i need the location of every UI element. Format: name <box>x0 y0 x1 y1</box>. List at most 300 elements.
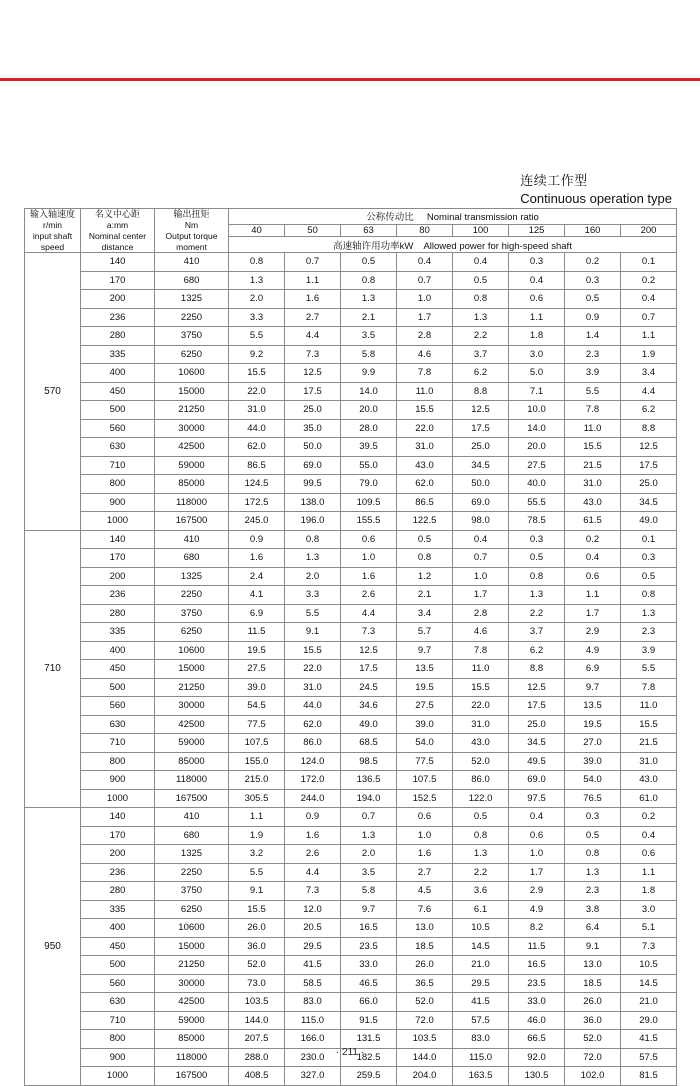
power-value-cell: 0.2 <box>565 253 621 272</box>
center-distance-cell: 500 <box>81 956 155 975</box>
center-distance-cell: 800 <box>81 475 155 494</box>
power-value-cell: 0.4 <box>453 530 509 549</box>
power-value-cell: 33.0 <box>341 956 397 975</box>
table-row <box>25 660 677 679</box>
power-value-cell: 1.1 <box>285 271 341 290</box>
power-value-cell: 0.3 <box>509 530 565 549</box>
table-row <box>25 697 677 716</box>
power-value-cell: 21.0 <box>621 993 677 1012</box>
output-torque-cell: 680 <box>155 826 229 845</box>
table-row <box>25 401 677 420</box>
top-red-rule <box>0 78 700 81</box>
table-row <box>25 475 677 494</box>
power-value-cell: 152.5 <box>397 789 453 808</box>
power-value-cell: 72.0 <box>397 1011 453 1030</box>
power-value-cell: 1.6 <box>341 567 397 586</box>
power-value-cell: 20.5 <box>285 919 341 938</box>
center-distance-cell: 236 <box>81 308 155 327</box>
power-value-cell: 327.0 <box>285 1067 341 1086</box>
power-value-cell: 11.5 <box>229 623 285 642</box>
center-distance-cell: 200 <box>81 567 155 586</box>
power-value-cell: 0.5 <box>565 290 621 309</box>
power-value-cell: 21.5 <box>565 456 621 475</box>
power-value-cell: 0.9 <box>285 808 341 827</box>
header-input-shaft-speed <box>25 209 81 253</box>
power-value-cell: 2.0 <box>341 845 397 864</box>
center-distance-cell: 170 <box>81 271 155 290</box>
power-value-cell: 0.8 <box>285 530 341 549</box>
power-value-cell: 86.0 <box>453 771 509 790</box>
power-value-cell: 18.5 <box>397 937 453 956</box>
power-value-cell: 2.7 <box>397 863 453 882</box>
power-value-cell: 3.6 <box>453 882 509 901</box>
power-value-cell: 0.3 <box>621 549 677 568</box>
output-torque-cell: 15000 <box>155 382 229 401</box>
power-value-cell: 13.5 <box>397 660 453 679</box>
ratio-col-63: 63 <box>341 224 397 237</box>
power-value-cell: 7.8 <box>397 364 453 383</box>
power-value-cell: 7.8 <box>621 678 677 697</box>
power-value-cell: 26.0 <box>397 956 453 975</box>
power-value-cell: 1.1 <box>621 863 677 882</box>
power-value-cell: 43.0 <box>621 771 677 790</box>
power-value-cell: 3.2 <box>229 845 285 864</box>
power-value-cell: 0.8 <box>565 845 621 864</box>
power-value-cell: 1.0 <box>341 549 397 568</box>
power-value-cell: 3.4 <box>397 604 453 623</box>
power-value-cell: 1.7 <box>565 604 621 623</box>
power-value-cell: 0.7 <box>621 308 677 327</box>
power-value-cell: 2.9 <box>565 623 621 642</box>
center-distance-cell: 170 <box>81 826 155 845</box>
power-value-cell: 102.0 <box>565 1067 621 1086</box>
power-value-cell: 182.5 <box>341 1048 397 1067</box>
input-speed-cell: 570 <box>25 253 81 531</box>
power-value-cell: 34.5 <box>621 493 677 512</box>
power-value-cell: 0.2 <box>565 530 621 549</box>
table-row <box>25 604 677 623</box>
power-value-cell: 17.5 <box>453 419 509 438</box>
power-value-cell: 7.1 <box>509 382 565 401</box>
center-distance-cell: 1000 <box>81 512 155 531</box>
output-torque-cell: 167500 <box>155 789 229 808</box>
power-value-cell: 4.4 <box>285 327 341 346</box>
power-value-cell: 3.9 <box>621 641 677 660</box>
power-value-cell: 43.0 <box>565 493 621 512</box>
power-value-cell: 1.0 <box>397 290 453 309</box>
power-value-cell: 6.2 <box>453 364 509 383</box>
power-value-cell: 2.4 <box>229 567 285 586</box>
power-value-cell: 172.5 <box>229 493 285 512</box>
center-distance-cell: 800 <box>81 1030 155 1049</box>
power-value-cell: 408.5 <box>229 1067 285 1086</box>
power-value-cell: 73.0 <box>229 974 285 993</box>
ratio-col-50: 50 <box>285 224 341 237</box>
ratio-col-125: 125 <box>509 224 565 237</box>
power-value-cell: 9.1 <box>565 937 621 956</box>
power-value-cell: 0.9 <box>565 308 621 327</box>
power-value-cell: 50.0 <box>285 438 341 457</box>
power-value-cell: 79.0 <box>341 475 397 494</box>
header-row-1 <box>25 209 677 225</box>
power-value-cell: 12.5 <box>285 364 341 383</box>
power-value-cell: 15.5 <box>621 715 677 734</box>
table-row <box>25 919 677 938</box>
output-torque-cell: 6250 <box>155 345 229 364</box>
power-value-cell: 31.0 <box>285 678 341 697</box>
power-value-cell: 3.0 <box>509 345 565 364</box>
power-value-cell: 25.0 <box>509 715 565 734</box>
power-value-cell: 4.1 <box>229 586 285 605</box>
center-distance-cell: 900 <box>81 771 155 790</box>
power-value-cell: 0.8 <box>453 290 509 309</box>
power-value-cell: 11.0 <box>621 697 677 716</box>
output-torque-cell: 2250 <box>155 308 229 327</box>
section-title-cn: 连续工作型 <box>520 173 588 188</box>
power-value-cell: 12.0 <box>285 900 341 919</box>
header-power-en: Allowed power for high-speed shaft <box>423 240 572 252</box>
power-value-cell: 17.5 <box>509 697 565 716</box>
center-distance-cell: 236 <box>81 586 155 605</box>
center-distance-cell: 450 <box>81 660 155 679</box>
table-row <box>25 882 677 901</box>
power-value-cell: 72.0 <box>565 1048 621 1067</box>
center-distance-cell: 335 <box>81 623 155 642</box>
power-value-cell: 4.9 <box>509 900 565 919</box>
power-value-cell: 3.8 <box>565 900 621 919</box>
table-row <box>25 1011 677 1030</box>
power-value-cell: 3.4 <box>621 364 677 383</box>
output-torque-cell: 30000 <box>155 419 229 438</box>
power-value-cell: 69.0 <box>509 771 565 790</box>
power-value-cell: 49.0 <box>341 715 397 734</box>
power-value-cell: 7.8 <box>453 641 509 660</box>
power-value-cell: 0.8 <box>453 826 509 845</box>
power-value-cell: 4.4 <box>621 382 677 401</box>
center-distance-cell: 800 <box>81 752 155 771</box>
power-value-cell: 14.0 <box>509 419 565 438</box>
power-value-cell: 22.0 <box>285 660 341 679</box>
power-value-cell: 6.9 <box>229 604 285 623</box>
power-value-cell: 27.5 <box>229 660 285 679</box>
center-distance-cell: 560 <box>81 419 155 438</box>
table-row <box>25 623 677 642</box>
power-value-cell: 115.0 <box>453 1048 509 1067</box>
power-value-cell: 1.4 <box>565 327 621 346</box>
power-value-cell: 62.0 <box>229 438 285 457</box>
table-row <box>25 974 677 993</box>
power-value-cell: 34.5 <box>509 734 565 753</box>
power-value-cell: 9.1 <box>285 623 341 642</box>
power-value-cell: 0.7 <box>285 253 341 272</box>
power-value-cell: 115.0 <box>285 1011 341 1030</box>
table-row <box>25 900 677 919</box>
power-value-cell: 15.5 <box>229 364 285 383</box>
table-row <box>25 863 677 882</box>
power-value-cell: 5.7 <box>397 623 453 642</box>
power-value-cell: 1.6 <box>285 290 341 309</box>
header-center-distance-unit: a:mm <box>106 220 129 231</box>
header-output-torque-unit: Nm <box>184 220 199 231</box>
center-distance-cell: 630 <box>81 993 155 1012</box>
output-torque-cell: 30000 <box>155 974 229 993</box>
center-distance-cell: 140 <box>81 253 155 272</box>
power-value-cell: 31.0 <box>565 475 621 494</box>
output-torque-cell: 680 <box>155 549 229 568</box>
power-value-cell: 13.5 <box>565 697 621 716</box>
power-value-cell: 0.8 <box>341 271 397 290</box>
table-row <box>25 1030 677 1049</box>
power-value-cell: 207.5 <box>229 1030 285 1049</box>
output-torque-cell: 59000 <box>155 456 229 475</box>
power-value-cell: 52.0 <box>453 752 509 771</box>
ratio-col-160: 160 <box>565 224 621 237</box>
power-value-cell: 52.0 <box>229 956 285 975</box>
center-distance-cell: 900 <box>81 1048 155 1067</box>
table-row <box>25 641 677 660</box>
power-value-cell: 144.0 <box>397 1048 453 1067</box>
power-value-cell: 2.1 <box>397 586 453 605</box>
power-value-cell: 0.4 <box>621 290 677 309</box>
power-value-cell: 3.9 <box>565 364 621 383</box>
power-value-cell: 52.0 <box>565 1030 621 1049</box>
power-value-cell: 1.2 <box>397 567 453 586</box>
power-value-cell: 0.6 <box>509 826 565 845</box>
power-value-cell: 26.0 <box>229 919 285 938</box>
power-value-cell: 13.0 <box>565 956 621 975</box>
power-value-cell: 107.5 <box>229 734 285 753</box>
power-value-cell: 245.0 <box>229 512 285 531</box>
power-value-cell: 62.0 <box>285 715 341 734</box>
power-value-cell: 99.5 <box>285 475 341 494</box>
power-value-cell: 2.2 <box>453 327 509 346</box>
power-value-cell: 86.5 <box>229 456 285 475</box>
table-body <box>25 253 677 1086</box>
power-value-cell: 29.5 <box>453 974 509 993</box>
power-value-cell: 2.7 <box>285 308 341 327</box>
power-value-cell: 77.5 <box>229 715 285 734</box>
power-value-cell: 0.3 <box>565 808 621 827</box>
power-value-cell: 9.7 <box>341 900 397 919</box>
power-value-cell: 19.5 <box>565 715 621 734</box>
power-value-cell: 54.5 <box>229 697 285 716</box>
power-value-cell: 27.5 <box>509 456 565 475</box>
power-value-cell: 97.5 <box>509 789 565 808</box>
power-value-cell: 124.5 <box>229 475 285 494</box>
power-value-cell: 39.0 <box>565 752 621 771</box>
power-value-cell: 12.5 <box>509 678 565 697</box>
power-value-cell: 57.5 <box>453 1011 509 1030</box>
power-value-cell: 0.5 <box>621 567 677 586</box>
power-value-cell: 25.0 <box>285 401 341 420</box>
power-value-cell: 28.0 <box>341 419 397 438</box>
power-value-cell: 1.3 <box>453 308 509 327</box>
header-transmission-ratio <box>229 209 677 225</box>
power-value-cell: 10.5 <box>453 919 509 938</box>
power-value-cell: 1.3 <box>621 604 677 623</box>
center-distance-cell: 400 <box>81 364 155 383</box>
power-value-cell: 15.5 <box>229 900 285 919</box>
power-value-cell: 68.5 <box>341 734 397 753</box>
power-value-cell: 0.7 <box>453 549 509 568</box>
power-value-cell: 1.7 <box>397 308 453 327</box>
header-allowed-power <box>229 237 677 253</box>
power-value-cell: 27.5 <box>397 697 453 716</box>
power-value-cell: 4.5 <box>397 882 453 901</box>
power-value-cell: 0.5 <box>341 253 397 272</box>
output-torque-cell: 680 <box>155 271 229 290</box>
power-value-cell: 11.0 <box>565 419 621 438</box>
power-value-cell: 34.6 <box>341 697 397 716</box>
power-value-cell: 15.5 <box>397 401 453 420</box>
power-value-cell: 0.4 <box>453 253 509 272</box>
header-nominal-center-distance <box>81 209 155 253</box>
power-value-cell: 166.0 <box>285 1030 341 1049</box>
table-row <box>25 734 677 753</box>
center-distance-cell: 400 <box>81 919 155 938</box>
table-row <box>25 771 677 790</box>
header-input-shaft-speed-cn: 输入轴速度 <box>29 209 75 219</box>
center-distance-cell: 1000 <box>81 1067 155 1086</box>
power-value-cell: 27.0 <box>565 734 621 753</box>
table-row <box>25 937 677 956</box>
power-value-cell: 7.8 <box>565 401 621 420</box>
power-value-cell: 39.0 <box>397 715 453 734</box>
power-value-cell: 6.2 <box>621 401 677 420</box>
power-value-cell: 2.0 <box>285 567 341 586</box>
table-head <box>25 209 677 253</box>
output-torque-cell: 2250 <box>155 586 229 605</box>
center-distance-cell: 500 <box>81 678 155 697</box>
power-value-cell: 196.0 <box>285 512 341 531</box>
output-torque-cell: 85000 <box>155 1030 229 1049</box>
output-torque-cell: 410 <box>155 253 229 272</box>
power-value-cell: 8.8 <box>621 419 677 438</box>
power-value-cell: 12.5 <box>341 641 397 660</box>
power-value-cell: 0.1 <box>621 530 677 549</box>
power-value-cell: 41.5 <box>285 956 341 975</box>
power-value-cell: 124.0 <box>285 752 341 771</box>
output-torque-cell: 118000 <box>155 771 229 790</box>
power-value-cell: 215.0 <box>229 771 285 790</box>
power-value-cell: 5.0 <box>509 364 565 383</box>
output-torque-cell: 21250 <box>155 678 229 697</box>
output-torque-cell: 2250 <box>155 863 229 882</box>
power-value-cell: 55.5 <box>509 493 565 512</box>
table-row <box>25 419 677 438</box>
power-value-cell: 43.0 <box>453 734 509 753</box>
power-value-cell: 0.6 <box>621 845 677 864</box>
center-distance-cell: 630 <box>81 438 155 457</box>
power-value-cell: 172.0 <box>285 771 341 790</box>
power-value-cell: 8.8 <box>509 660 565 679</box>
power-value-cell: 1.9 <box>229 826 285 845</box>
table-row <box>25 308 677 327</box>
power-value-cell: 2.6 <box>341 586 397 605</box>
power-value-cell: 0.8 <box>397 549 453 568</box>
header-output-torque <box>155 209 229 253</box>
power-value-cell: 244.0 <box>285 789 341 808</box>
power-value-cell: 144.0 <box>229 1011 285 1030</box>
power-value-cell: 61.5 <box>565 512 621 531</box>
power-value-cell: 98.0 <box>453 512 509 531</box>
center-distance-cell: 335 <box>81 345 155 364</box>
power-value-cell: 3.5 <box>341 863 397 882</box>
power-value-cell: 0.4 <box>397 253 453 272</box>
power-value-cell: 49.0 <box>621 512 677 531</box>
table-row <box>25 456 677 475</box>
output-torque-cell: 118000 <box>155 1048 229 1067</box>
power-value-cell: 41.5 <box>621 1030 677 1049</box>
table-row <box>25 382 677 401</box>
power-value-cell: 1.6 <box>397 845 453 864</box>
power-value-cell: 66.5 <box>509 1030 565 1049</box>
power-value-cell: 66.0 <box>341 993 397 1012</box>
power-value-cell: 40.0 <box>509 475 565 494</box>
power-value-cell: 34.5 <box>453 456 509 475</box>
power-value-cell: 1.3 <box>509 586 565 605</box>
input-speed-cell: 950 <box>25 808 81 1086</box>
power-value-cell: 31.0 <box>229 401 285 420</box>
power-value-cell: 6.1 <box>453 900 509 919</box>
output-torque-cell: 21250 <box>155 401 229 420</box>
output-torque-cell: 42500 <box>155 438 229 457</box>
center-distance-cell: 1000 <box>81 789 155 808</box>
output-torque-cell: 10600 <box>155 641 229 660</box>
power-value-cell: 20.0 <box>341 401 397 420</box>
header-input-shaft-speed-en1: input shaft <box>32 230 73 241</box>
center-distance-cell: 400 <box>81 641 155 660</box>
power-value-cell: 4.4 <box>285 863 341 882</box>
center-distance-cell: 710 <box>81 456 155 475</box>
center-distance-cell: 280 <box>81 882 155 901</box>
power-value-cell: 81.5 <box>621 1067 677 1086</box>
output-torque-cell: 85000 <box>155 752 229 771</box>
power-value-cell: 5.8 <box>341 345 397 364</box>
output-torque-cell: 6250 <box>155 623 229 642</box>
output-torque-cell: 59000 <box>155 1011 229 1030</box>
power-value-cell: 0.1 <box>621 253 677 272</box>
power-value-cell: 1.6 <box>229 549 285 568</box>
table-row <box>25 752 677 771</box>
power-value-cell: 23.5 <box>341 937 397 956</box>
header-power-cn: 高速轴许用功率kW <box>333 240 414 252</box>
power-value-cell: 62.0 <box>397 475 453 494</box>
power-value-cell: 155.5 <box>341 512 397 531</box>
table-row <box>25 271 677 290</box>
power-value-cell: 9.9 <box>341 364 397 383</box>
power-value-cell: 14.0 <box>341 382 397 401</box>
power-value-cell: 7.3 <box>621 937 677 956</box>
power-value-cell: 16.5 <box>509 956 565 975</box>
power-value-cell: 0.2 <box>621 271 677 290</box>
center-distance-cell: 900 <box>81 493 155 512</box>
power-value-cell: 1.8 <box>509 327 565 346</box>
power-value-cell: 77.5 <box>397 752 453 771</box>
header-center-distance-en1: Nominal center <box>88 230 147 241</box>
power-value-cell: 25.0 <box>453 438 509 457</box>
power-value-cell: 0.4 <box>509 271 565 290</box>
table-row <box>25 586 677 605</box>
power-value-cell: 54.0 <box>397 734 453 753</box>
output-torque-cell: 10600 <box>155 919 229 938</box>
power-value-cell: 19.5 <box>229 641 285 660</box>
output-torque-cell: 21250 <box>155 956 229 975</box>
table-row <box>25 290 677 309</box>
table-row <box>25 327 677 346</box>
section-title-en: Continuous operation type <box>520 190 672 206</box>
table-row <box>25 845 677 864</box>
